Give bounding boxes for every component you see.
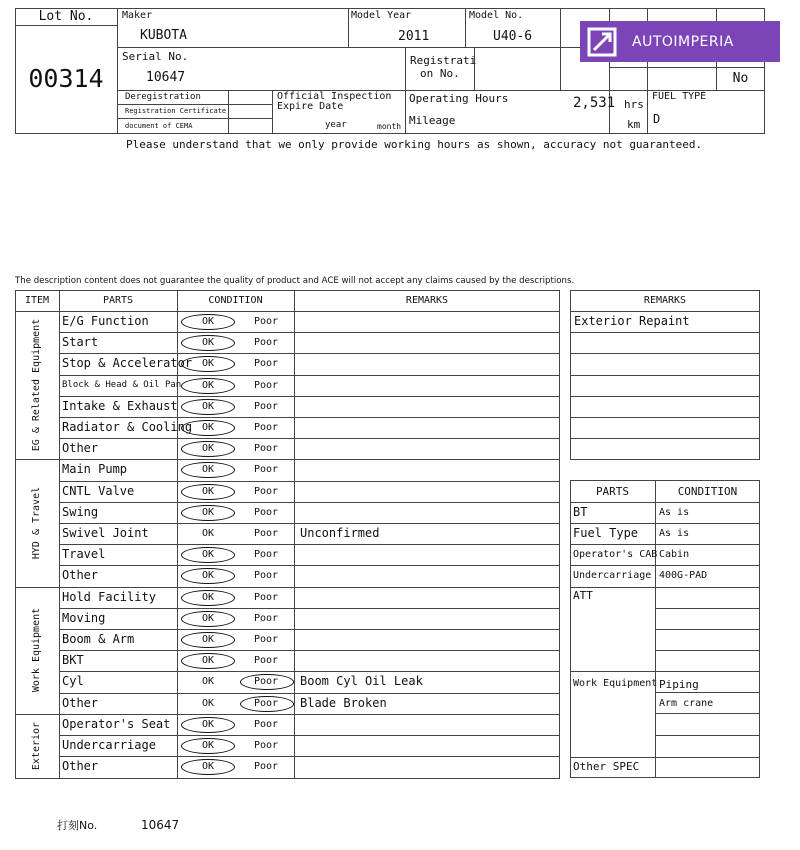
row-divider [59,608,560,609]
ac-value: No [732,71,749,86]
selected-oval [181,378,235,394]
spec-row-divider [655,735,760,736]
part-name: Other [62,568,99,582]
row-divider [59,565,560,566]
part-name: Main Pump [62,462,128,476]
lot-label: Lot No. [38,9,94,24]
model-no-value: U40-6 [493,29,533,44]
poor-option[interactable]: Poor [253,634,279,645]
spec-part: BT [573,505,588,519]
poor-option[interactable]: Poor [253,358,279,369]
part-name: Other [62,759,99,773]
part-name: Swing [62,505,99,519]
spec-parts-header: PARTS [595,485,630,498]
poor-option[interactable]: Poor [253,337,279,348]
logo-text: AUTOIMPERIA [632,34,734,50]
poor-option[interactable]: Poor [253,507,279,518]
poor-option[interactable]: Poor [253,316,279,327]
ok-option[interactable]: OK [201,592,215,603]
poor-option[interactable]: Poor [253,570,279,581]
spec-value: 400G-PAD [659,570,708,581]
year-label: year [325,120,347,130]
ok-option[interactable]: OK [201,528,215,539]
selected-oval [181,335,235,351]
remarks-line [570,438,760,439]
part-name: Moving [62,611,106,625]
row-divider [59,332,560,333]
ok-option[interactable]: OK [201,613,215,624]
poor-option[interactable]: Poor [253,549,279,560]
header-divider [348,8,349,47]
spec-value: As is [659,528,690,539]
selected-oval [181,653,235,669]
ok-option[interactable]: OK [201,549,215,560]
ok-option[interactable]: OK [201,401,215,412]
maker-label: Maker [122,10,153,21]
part-name: Intake & Exhaust [62,399,178,413]
ok-option[interactable]: OK [201,486,215,497]
spec-row-divider [655,692,760,693]
spec-condition-header: CONDITION [677,485,738,498]
part-name: Swivel Joint [62,526,149,540]
work-equipment-value: Arm crane [659,698,714,709]
mileage-label: Mileage [409,114,456,127]
poor-option[interactable]: Poor [253,761,279,772]
part-name: Stop & Accelerator [62,356,193,370]
deregistration-label: Deregistration [125,92,201,102]
row-divider [59,544,560,545]
part-name: Hold Facility [62,590,156,604]
serial-label: Serial No. [122,50,189,63]
condition-header: CONDITION [208,295,263,306]
selected-oval [181,590,235,606]
spec-row-divider [655,629,760,630]
autoimperia-logo [580,21,780,62]
selected-oval [181,399,235,415]
part-name: CNTL Valve [62,484,135,498]
hrs-unit: hrs [624,98,644,111]
parts-header: PARTS [102,295,134,306]
stamp-value: 10647 [141,818,180,832]
selected-oval [240,674,294,690]
spec-row-divider [570,757,760,758]
selected-oval [181,314,235,330]
model-year-label: Model Year [351,10,412,21]
spec-row-divider [655,713,760,714]
selected-oval [240,696,294,712]
fuel-type-label: FUEL TYPE [652,91,707,102]
part-name: Undercarriage [62,738,156,752]
maker-value: KUBOTA [140,28,187,43]
remark-text: Blade Broken [300,696,387,710]
group-label: HYD & Travel [31,486,42,560]
registration-label: on No. [420,67,460,80]
remarks-line [570,353,760,354]
part-name: BKT [62,653,84,667]
header-divider [560,8,561,90]
ok-option[interactable]: OK [201,634,215,645]
remarks-line [570,332,760,333]
remarks-box-header: REMARKS [643,295,687,306]
part-name: Cyl [62,674,84,688]
row-divider [59,438,560,439]
poor-option[interactable]: Poor [253,380,279,391]
part-name: Boom & Arm [62,632,135,646]
poor-option[interactable]: Poor [253,486,279,497]
accuracy-notice: Please understand that we only provide working hours as shown, accuracy not guaranteed. [126,138,703,151]
selected-oval [181,568,235,584]
selected-oval [181,759,235,775]
poor-option[interactable]: Poor [253,676,279,687]
ok-option[interactable]: OK [201,380,215,391]
inspection-label: Official Inspection [277,91,392,102]
spec-part: Fuel Type [573,526,639,540]
att-label: ATT [573,589,593,602]
poor-option[interactable]: Poor [253,422,279,433]
spec-part: Operator's CAB [573,549,658,560]
poor-option[interactable]: Poor [253,464,279,475]
ok-option[interactable]: OK [201,337,215,348]
part-name: Radiator & Cooling [62,420,193,434]
ok-option[interactable]: OK [201,740,215,751]
header-divider [15,25,117,26]
remarks-line [570,417,760,418]
row-divider [59,502,560,503]
remark-text: Unconfirmed [300,526,380,540]
group-label: Work Equipment [31,607,42,693]
selected-oval [181,484,235,500]
stamp-label: 打刻No. [57,819,98,832]
item-header: ITEM [24,295,50,306]
group-label: Exterior [31,721,42,771]
selected-oval [181,441,235,457]
poor-option[interactable]: Poor [253,613,279,624]
group-label: EG & Related Equipment [31,318,42,452]
spec-part: Undercarriage [573,570,652,581]
km-unit: km [627,118,641,131]
ok-option[interactable]: OK [201,761,215,772]
poor-option[interactable]: Poor [253,528,279,539]
ok-option[interactable]: OK [201,507,215,518]
remark-text: Boom Cyl Oil Leak [300,674,423,688]
part-name: Other [62,441,99,455]
header-divider [609,67,765,68]
lot-number: 00314 [28,64,104,93]
remarks-entry: Exterior Repaint [574,314,690,328]
ok-option[interactable]: OK [201,316,215,327]
selected-oval [181,611,235,627]
row-divider [59,756,560,757]
ok-option[interactable]: OK [201,698,215,709]
selected-oval [181,632,235,648]
model-year-value: 2011 [398,29,430,44]
spec-row-divider [655,650,760,651]
ok-option[interactable]: OK [201,358,215,369]
selected-oval [181,462,235,478]
poor-option[interactable]: Poor [253,443,279,454]
remarks-line [570,375,760,376]
selected-oval [181,738,235,754]
header-divider [117,118,272,119]
work-equipment-label: Work Equipment [573,678,658,689]
serial-value: 10647 [146,70,186,85]
poor-option[interactable]: Poor [253,698,279,709]
ok-option[interactable]: OK [201,464,215,475]
selected-oval [181,547,235,563]
spec-row-divider [570,671,760,672]
selected-oval [181,420,235,436]
operating-hours-value: 2,531 [573,95,616,111]
header-divider [228,90,229,134]
table-divider [59,290,60,779]
spec-value: Cabin [659,549,690,560]
header-divider [117,104,272,105]
month-label: month [377,122,402,131]
row-divider [59,650,560,651]
inspection-label: Expire Date [277,101,344,112]
ok-option[interactable]: OK [201,443,215,454]
ok-option[interactable]: OK [201,676,215,687]
ok-option[interactable]: OK [201,422,215,433]
poor-option[interactable]: Poor [253,401,279,412]
part-name: E/G Function [62,314,149,328]
disclaimer: The description content does not guarantee the quality of product and ACE will not accept any claims caused by the descriptions. [15,276,575,286]
remarks-header: REMARKS [405,295,449,306]
header-divider [405,47,406,134]
table-divider [294,290,295,779]
poor-option[interactable]: Poor [253,655,279,666]
remarks-line [570,396,760,397]
ok-option[interactable]: OK [201,570,215,581]
ok-option[interactable]: OK [201,719,215,730]
spec-value: As is [659,507,690,518]
spec-row-divider [570,587,760,588]
poor-option[interactable]: Poor [253,719,279,730]
part-name: Travel [62,547,106,561]
header-divider [272,90,273,134]
part-name: Block & Head & Oil Pan [62,380,182,390]
other-spec-label: Other SPEC [573,760,640,773]
part-name: Other [62,696,99,710]
model-no-label: Model No. [469,10,524,21]
part-name: Start [62,335,99,349]
selected-oval [181,717,235,733]
header-divider [117,8,118,134]
spec-row-divider [655,608,760,609]
cema-label: document of CEMA [125,122,193,130]
ok-option[interactable]: OK [201,655,215,666]
selected-oval [181,356,235,372]
autoimperia-logo-icon [584,24,620,60]
registration-certificate-label: Registration Certificate [125,107,227,115]
work-equipment-value: Piping [659,678,699,691]
fuel-type-value: D [653,112,661,126]
operating-hours-label: Operating Hours [409,92,509,105]
poor-option[interactable]: Poor [253,740,279,751]
part-name: Operator's Seat [62,717,171,731]
registration-label: Registrati [410,54,477,67]
header-divider [465,8,466,47]
selected-oval [181,505,235,521]
poor-option[interactable]: Poor [253,592,279,603]
